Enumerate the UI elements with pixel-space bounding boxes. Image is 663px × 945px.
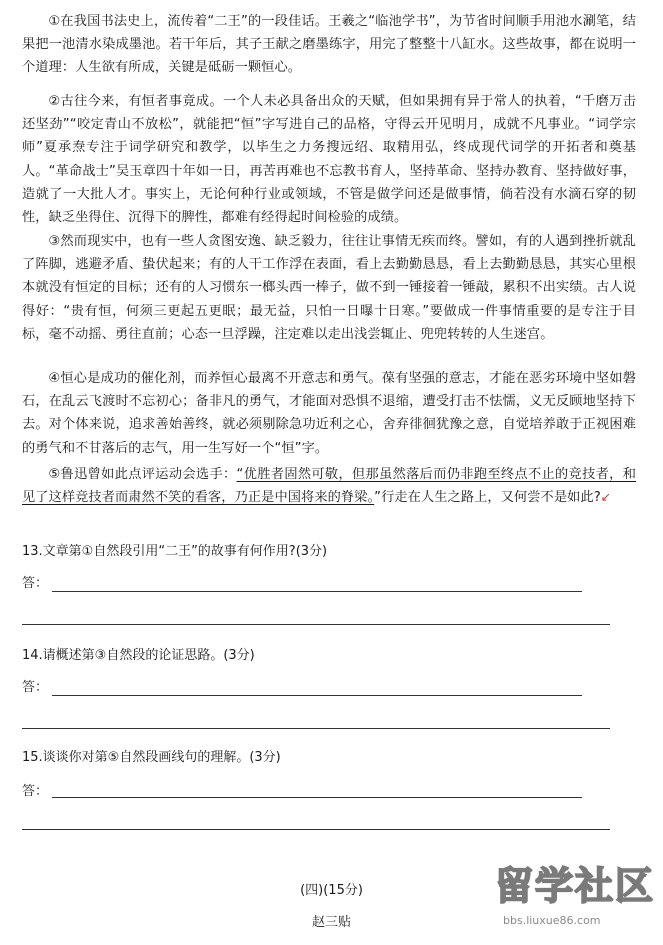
paragraph-2: ②古往今来，有恒者事竟成。一个人未必具备出众的天赋，但如果拥有异于常人的执着，“千磨万击还坚劲”“咬定青山不放松”，就能把“恒”字写进自己的品格，守得云开见明月，成就不凡事业。“词学宗师”夏承焘专注于词学研究和教学，以毕生之力务搜远绍、取精用弘，终成现代词学的开拓者和奠基人。“革命战士”吴玉章四十年如一日，再苦再难也不忘教书育人，坚持革命、坚持办教育、坚持做好事，造就了一大批人才。事实上，无论何种行业或领域，不管是做学问还是做事情，倘若没有水滴石穿的韧性，缺乏坐得住、沉得下的脾性，都难有经得起时间检验的成绩。 (22, 94, 636, 226)
answer-line[interactable] (52, 797, 582, 798)
paragraph-5-prefix: ⑤鲁迅曾如此点评运动会选手： (48, 467, 237, 482)
answer-label-15: 答： (22, 784, 49, 799)
answer-line[interactable] (22, 728, 610, 729)
answer-line[interactable] (22, 624, 610, 625)
answer-line[interactable] (22, 829, 610, 830)
question-14: 14.请概述第③自然段的论证思路。(3分) (22, 648, 255, 663)
site-watermark (473, 862, 656, 932)
paragraph-1: ①在我国书法史上，流传着“二王”的一段佳话。王羲之“临池学书”，为节省时间顺手用池水涮笔，结果把一池清水染成墨池。若干年后，其子王献之磨墨练字，用完了整整十八缸水。这些故事，都在说明一个道理：人生欲有所成，关键是砥砺一颗恒心。 (22, 14, 636, 76)
answer-label-13: 答： (22, 576, 49, 591)
paragraph-3: ③然而现实中，也有一些人贪图安逸、缺乏毅力，往往让事情无疾而终。譬如，有的人遇到挫折就乱了阵脚，逃避矛盾、蛰伏起来；有的人干工作浮在表面，看上去勤勤恳恳，看上去勤勤恳恳，其实心里根本就没有恒定的目标；还有的人习惯东一榔头西一棒子，做不到一锤接着一锤敲，累积不出实绩。古人说得好：“贵有恒，何须三更起五更眠；最无益，只怕一日曝十日寒。”要做成一件事情重要的是专注于目标，毫不动摇、勇往直前；心态一旦浮躁，注定难以走出浅尝辄止、兜兜转转的人生迷宫。 (22, 234, 636, 342)
paragraph-4: ④恒心是成功的催化剂，而养恒心最离不开意志和勇气。葆有坚强的意志，才能在恶劣环境中坚如磐石，在乱云飞渡时不忘初心；备非凡的勇气，才能面对恐惧不退缩，遭受打击不怯懦，义无反顾地坚持下去。对个体来说，追求善始善终，就必须剔除急功近利之心，舍弃徘徊犹豫之意，自觉培养敢于正视困难的勇气和不甘落后的志气，用一生写好一个“恒”字。 (22, 371, 636, 456)
question-15: 15.谈谈你对第⑤自然段画线句的理解。(3分) (22, 750, 281, 765)
question-13: 13.文章第①自然段引用“二王”的故事有何作用?(3分) (22, 544, 328, 559)
paragraph-5-suffix: ”行走在人生之路上，又何尝不是如此? (374, 490, 601, 506)
underlined-quote: “优胜者固然可敬，但那虽然落后而仍非跑至终点不止的竞技者，和见了这样竞技者而肃然不笑的看客，乃正是中国将来的脊梁。 (22, 467, 636, 506)
answer-line[interactable] (52, 591, 582, 592)
paragraph-mark-icon: ↙ (600, 490, 611, 505)
watermark-url: bbs.liuxue86.com (503, 914, 601, 927)
answer-line[interactable] (52, 695, 582, 696)
section-subtitle: 赵三贴 (311, 915, 351, 930)
answer-label-14: 答： (22, 680, 49, 695)
watermark-brand: 留学社区 (495, 864, 656, 908)
paragraph-5 (22, 463, 636, 509)
section-heading: (四)(15分) (300, 883, 363, 898)
